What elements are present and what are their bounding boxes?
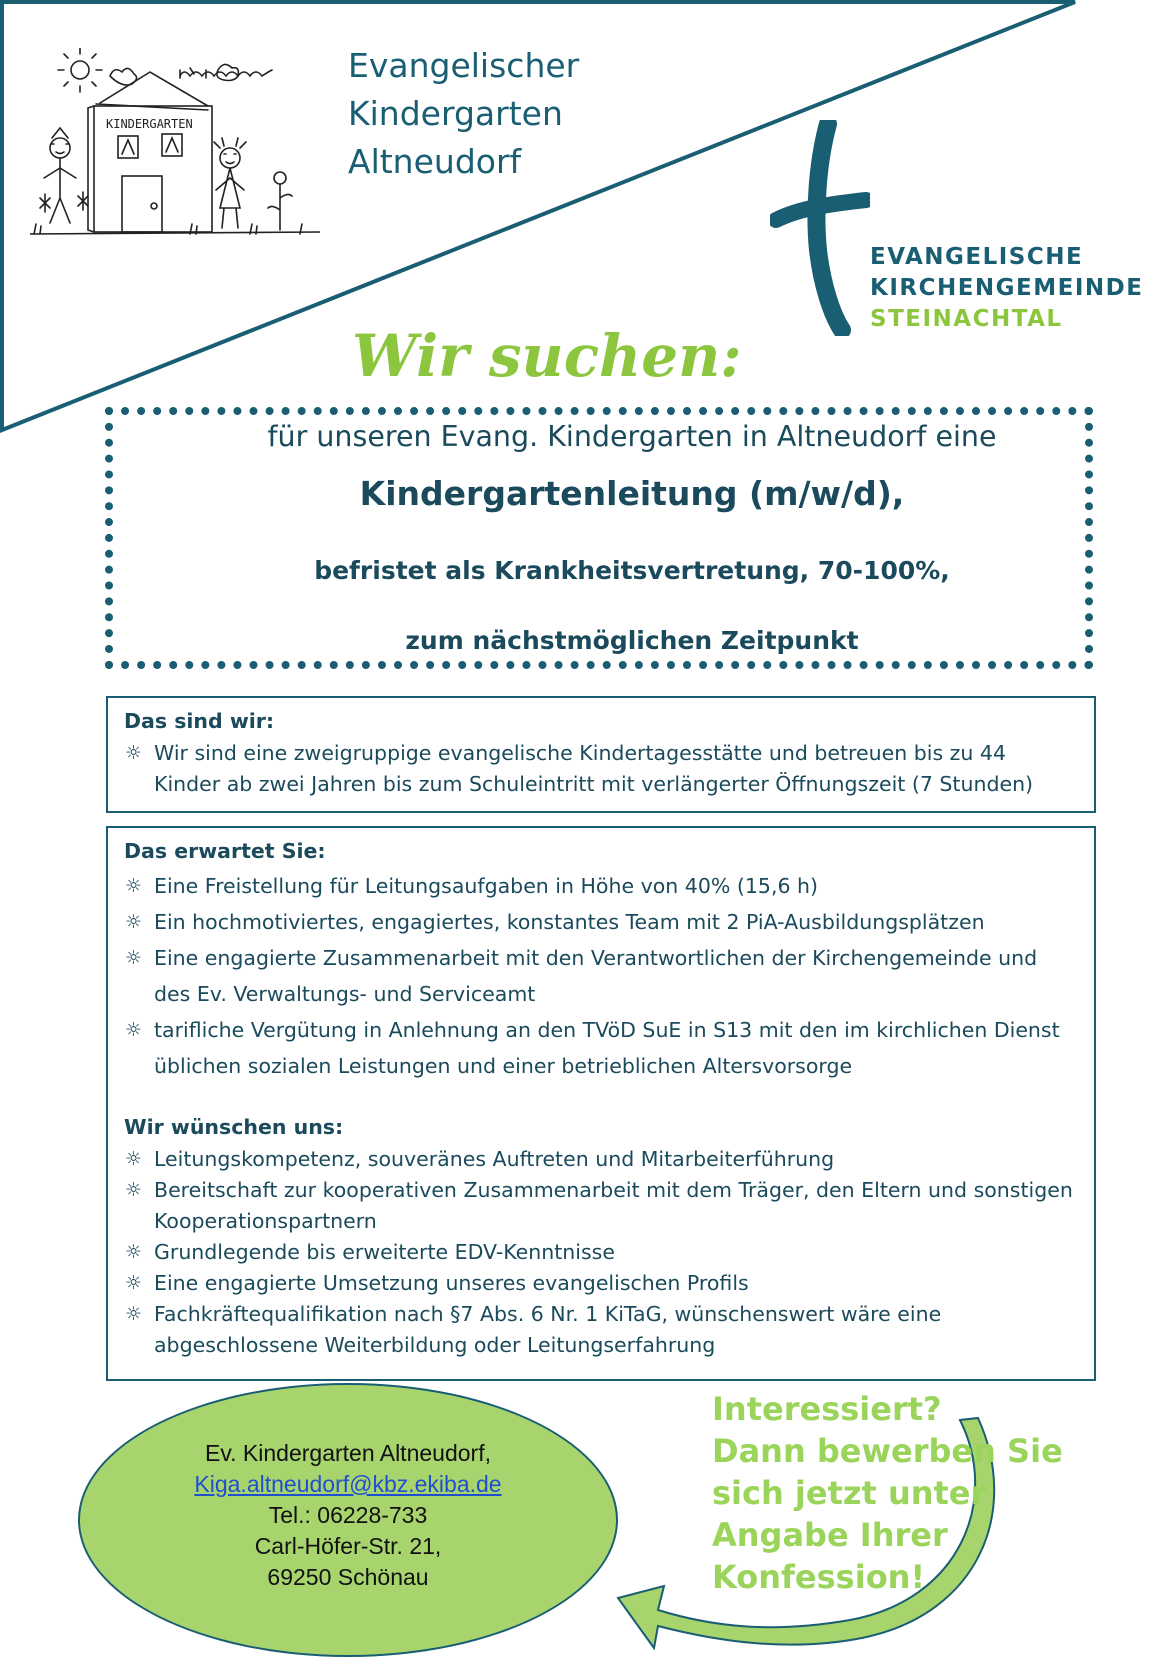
- list-item: ☼ Bereitschaft zur kooperativen Zusammenarbeit mit dem Träger, den Eltern und sonstigen Kooperationspartnern: [124, 1175, 1074, 1237]
- kindergarten-name-line: Altneudorf: [348, 142, 522, 181]
- contact-name: Ev. Kindergarten Altneudorf,: [205, 1440, 491, 1466]
- about-us-heading: Das sind wir:: [124, 709, 275, 733]
- logo-line-2: KIRCHENGEMEINDE: [870, 275, 1144, 301]
- job-start: zum nächstmöglichen Zeitpunkt: [405, 626, 859, 655]
- offer-list: [124, 868, 1074, 1084]
- job-term: befristet als Krankheitsvertretung, 70-100%,: [314, 556, 950, 585]
- list-item: ☼ Fachkräftequalifikation nach §7 Abs. 6 Nr. 1 KiTaG, wünschenswert wäre eine abgeschlossene Weiterbildung oder Leitungserfahrung: [124, 1299, 1074, 1361]
- cta-line: Dann bewerben Sie: [712, 1432, 1063, 1470]
- contact-email-link[interactable]: Kiga.altneudorf@kbz.ekiba.de: [194, 1471, 502, 1497]
- church-logo-text: [870, 242, 1143, 335]
- list-item: ☼ Leitungskompetenz, souveränes Auftreten und Mitarbeiterführung: [124, 1144, 1074, 1175]
- list-item: ☼ Eine engagierte Umsetzung unseres evangelischen Profils: [124, 1268, 1074, 1299]
- wishes-heading: Wir wünschen uns:: [124, 1115, 344, 1139]
- sun-bullet-icon: ☼: [125, 875, 143, 897]
- sun-bullet-icon: ☼: [125, 1019, 143, 1041]
- sun-bullet-icon: ☼: [125, 1148, 143, 1170]
- sun-bullet-icon: ☼: [125, 947, 143, 969]
- list-item: ☼ tarifliche Vergütung in Anlehnung an den TVöD SuE in S13 mit den im kirchlichen Dienst üblichen sozialen Leistungen und einer betrieblichen Altersvorsorge: [124, 1012, 1074, 1084]
- offer-heading: Das erwartet Sie:: [124, 839, 326, 863]
- drawing-sign: KINDERGARTEN: [106, 117, 193, 131]
- list-item: ☼ Eine Freistellung für Leitungsaufgaben in Höhe von 40% (15,6 h): [124, 868, 1074, 904]
- about-us-box: [106, 696, 1096, 813]
- list-item: ☼ Wir sind eine zweigruppige evangelische Kindertagesstätte und betreuen bis zu 44 Kinder ab zwei Jahren bis zum Schuleintritt mit verlängerter Öffnungszeit (7 Stunden): [124, 738, 1074, 800]
- job-title: Kindergartenleitung (m/w/d),: [359, 474, 905, 513]
- contact-city: 69250 Schönau: [267, 1564, 429, 1590]
- contact-phone: Tel.: 06228-733: [268, 1502, 428, 1528]
- sun-bullet-icon: ☼: [125, 1272, 143, 1294]
- wishes-list: [124, 1144, 1074, 1361]
- sun-bullet-icon: ☼: [125, 1241, 143, 1263]
- sun-bullet-icon: ☼: [125, 742, 143, 764]
- offer-and-wishes-box: [106, 826, 1096, 1381]
- logo-line-3: STEINACHTAL: [870, 306, 1063, 332]
- list-item: ☼ Grundlegende bis erweiterte EDV-Kenntnisse: [124, 1237, 1074, 1268]
- kindergarten-name-line: Kindergarten: [348, 94, 563, 133]
- cross-logo-icon: [770, 120, 870, 336]
- kindergarten-name: [348, 42, 579, 186]
- cta-line: sich jetzt unter: [712, 1474, 987, 1512]
- logo-line-1: EVANGELISCHE: [870, 244, 1084, 270]
- sun-bullet-icon: ☼: [125, 1179, 143, 1201]
- contact-street: Carl-Höfer-Str. 21,: [254, 1533, 442, 1559]
- sun-bullet-icon: ☼: [125, 1303, 143, 1325]
- cta-line: Angabe Ihrer: [712, 1516, 948, 1554]
- cta-line: Interessiert?: [712, 1390, 942, 1428]
- sun-bullet-icon: ☼: [125, 911, 143, 933]
- cta-line: Konfession!: [712, 1558, 926, 1596]
- call-to-action: [712, 1388, 1063, 1598]
- list-item: ☼ Ein hochmotiviertes, engagiertes, konstantes Team mit 2 PiA-Ausbildungsplätzen: [124, 904, 1074, 940]
- list-item: ☼ Eine engagierte Zusammenarbeit mit den Verantwortlichen der Kirchengemeinde und des Ev. Verwaltungs- und Serviceamt: [124, 940, 1074, 1012]
- headline-wir-suchen: Wir suchen:: [352, 322, 742, 390]
- kindergarten-name-line: Evangelischer: [348, 46, 580, 85]
- job-intro: für unseren Evang. Kindergarten in Altneudorf eine: [267, 420, 997, 453]
- kindergarten-drawing: [30, 48, 320, 258]
- contact-block: [78, 1438, 618, 1593]
- about-us-list: [124, 738, 1074, 800]
